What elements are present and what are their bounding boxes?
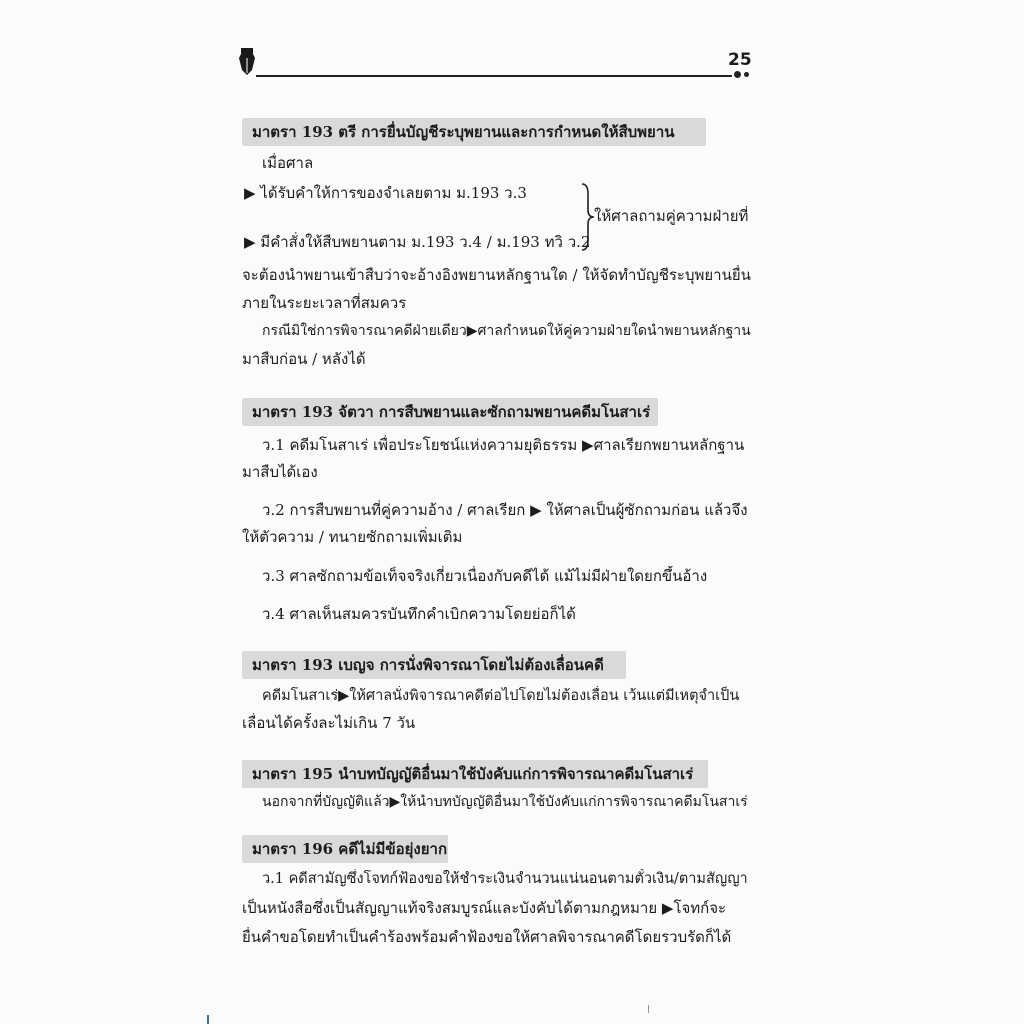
header-rule xyxy=(256,75,732,77)
page-number: 25 xyxy=(728,50,752,70)
body-line: ยื่นคำขอโดยทำเป็นคำร้องพร้อมคำฟ้องขอให้ศาลพิจารณาคดีโดยรวบรัดก็ได้ xyxy=(242,928,732,946)
section-heading-195: มาตรา 195 นำบทบัญญัติอื่นมาใช้บังคับแก่การพิจารณาคดีมโนสาเร่ xyxy=(242,760,708,788)
section-heading-193-tri: มาตรา 193 ตรี การยื่นบัญชีระบุพยานและการกำหนดให้สืบพยาน xyxy=(242,118,706,146)
bullet-line: ▶ มีคำสั่งให้สืบพยานตาม ม.193 ว.4 / ม.193 ทวิ ว.2 xyxy=(244,233,591,251)
body-line: ว.2 การสืบพยานที่คู่ความอ้าง / ศาลเรียก ▶ ให้ศาลเป็นผู้ซักถามก่อน แล้วจึง xyxy=(262,501,748,519)
bullet-line: ▶ ได้รับคำให้การของจำเลยตาม ม.193 ว.3 xyxy=(244,184,527,202)
print-mark xyxy=(648,1005,649,1013)
brace-text: ให้ศาลถามคู่ความฝ่ายที่ xyxy=(594,207,749,225)
edge-mark xyxy=(207,1015,209,1024)
body-line: เป็นหนังสือซึ่งเป็นสัญญาแท้จริงสมบูรณ์และบังคับได้ตามกฎหมาย ▶โจทก์จะ xyxy=(242,899,727,917)
body-line: ว.1 คดีสามัญซึ่งโจทก์ฟ้องขอให้ชำระเงินจำนวนแน่นอนตามตั๋วเงิน/ตามสัญญา xyxy=(262,871,748,887)
body-line: มาสืบก่อน / หลังได้ xyxy=(242,350,366,368)
body-line: ภายในระยะเวลาที่สมควร xyxy=(242,294,407,312)
body-line: มาสืบได้เอง xyxy=(242,463,318,481)
header-dot xyxy=(734,71,741,78)
body-line: ว.1 คดีมโนสาเร่ เพื่อประโยชน์แห่งความยุติธรรม ▶ศาลเรียกพยานหลักฐาน xyxy=(262,436,745,454)
body-line: กรณีมิใช่การพิจารณาคดีฝ่ายเดียว▶ศาลกำหนดให้คู่ความฝ่ายใดนำพยานหลักฐาน xyxy=(262,323,751,339)
body-line: เลื่อนได้ครั้งละไม่เกิน 7 วัน xyxy=(242,714,416,732)
body-line: ให้ตัวความ / ทนายซักถามเพิ่มเติม xyxy=(242,528,463,546)
pen-nib-icon xyxy=(238,46,256,76)
body-line: ว.4 ศาลเห็นสมควรบันทึกคำเบิกความโดยย่อก็ได้ xyxy=(262,605,576,623)
section-heading-196: มาตรา 196 คดีไม่มีข้อยุ่งยาก xyxy=(242,835,448,863)
header-dot xyxy=(744,72,749,77)
body-line: ว.3 ศาลซักถามข้อเท็จจริงเกี่ยวเนื่องกับคดีได้ แม้ไม่มีฝ่ายใดยกขึ้นอ้าง xyxy=(262,567,708,585)
body-line: จะต้องนำพยานเข้าสืบว่าจะอ้างอิงพยานหลักฐานใด / ให้จัดทำบัญชีระบุพยานยื่น xyxy=(242,266,751,284)
body-line: เมื่อศาล xyxy=(262,154,314,172)
section-heading-193-jattawa: มาตรา 193 จัตวา การสืบพยานและซักถามพยานคดีมโนสาเร่ xyxy=(242,398,658,426)
body-line: นอกจากที่บัญญัติแล้ว▶ให้นำบทบัญญัติอื่นมาใช้บังคับแก่การพิจารณาคดีมโนสาเร่ xyxy=(262,794,748,810)
body-line: คดีมโนสาเร่▶ให้ศาลนั่งพิจารณาคดีต่อไปโดยไม่ต้องเลื่อน เว้นแต่มีเหตุจำเป็น xyxy=(262,688,740,704)
section-heading-193-benja: มาตรา 193 เบญจ การนั่งพิจารณาโดยไม่ต้องเลื่อนคดี xyxy=(242,651,626,679)
